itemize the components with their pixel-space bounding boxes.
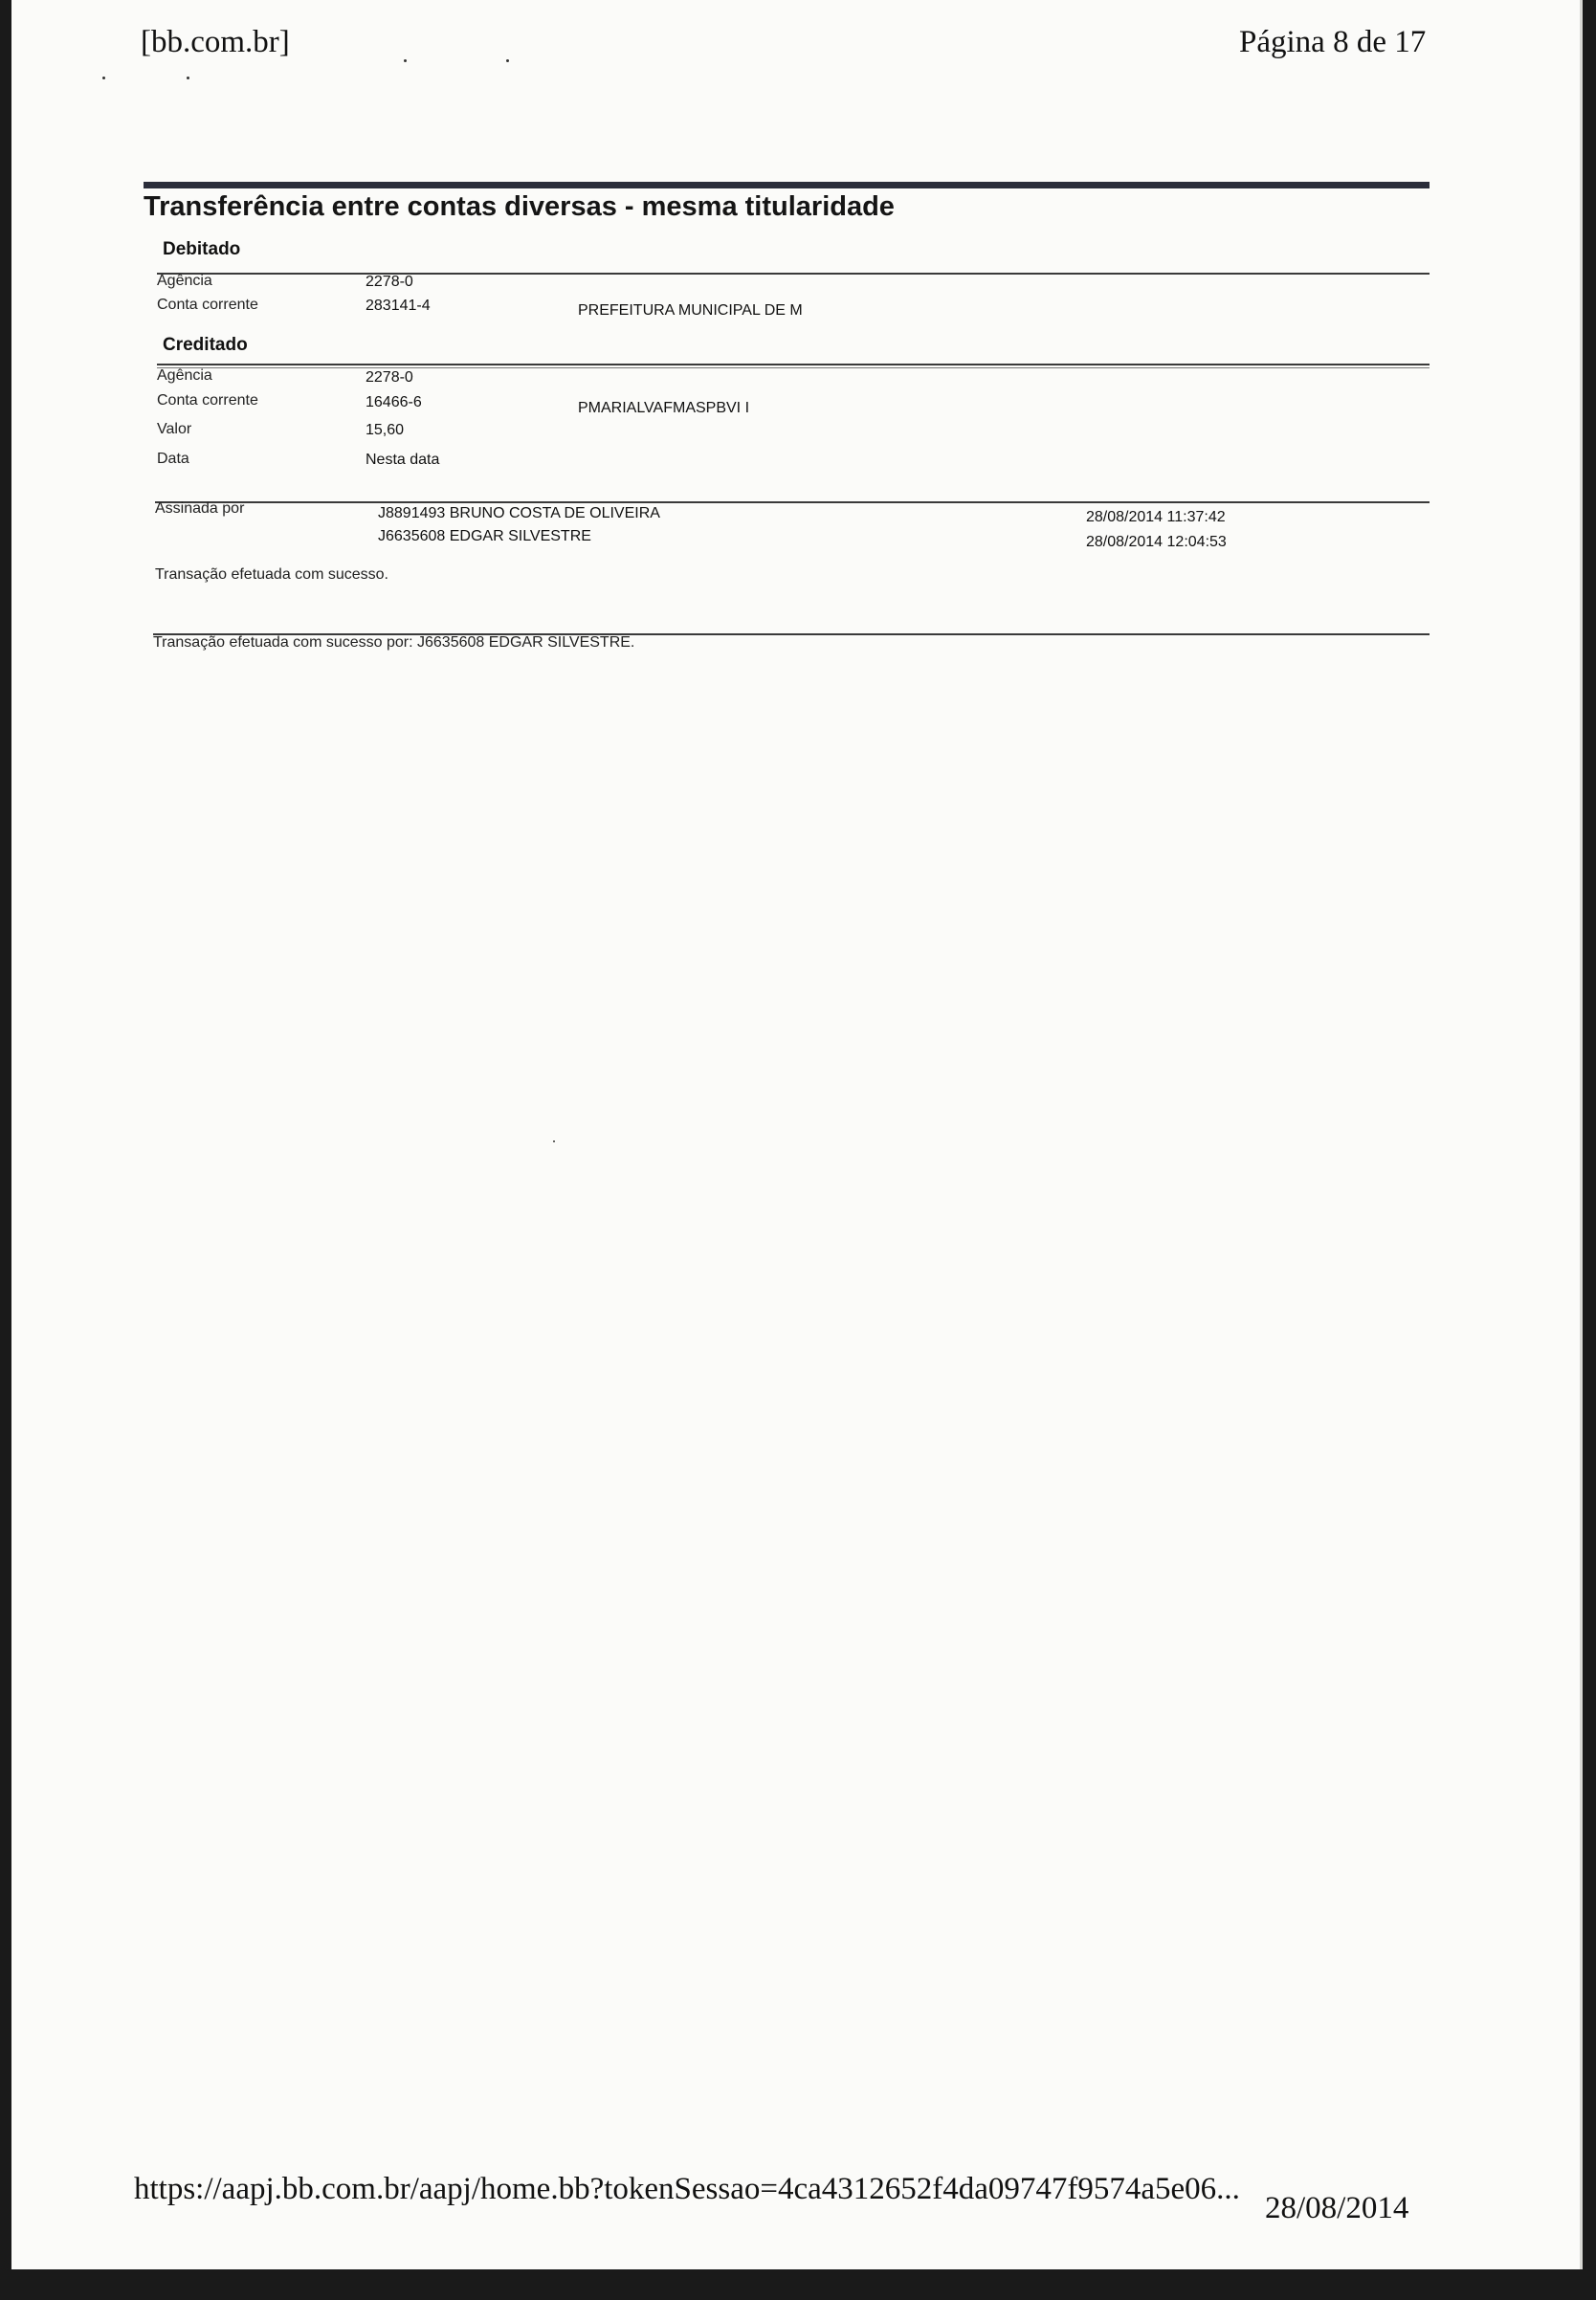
data-label: Data	[157, 451, 189, 467]
scan-speck	[102, 77, 105, 79]
debitado-conta-label: Conta corrente	[157, 297, 258, 313]
data-value: Nesta data	[366, 452, 440, 468]
creditado-agencia-value: 2278-0	[366, 369, 413, 386]
signer-name: J8891493 BRUNO COSTA DE OLIVEIRA	[378, 505, 660, 521]
creditado-rule	[157, 364, 1430, 365]
creditado-titular: PMARIALVAFMASPBVI I	[578, 400, 750, 416]
assinaturas-rule	[155, 501, 1430, 503]
scan-speck	[506, 59, 509, 62]
print-footer-date: 28/08/2014	[1265, 2191, 1409, 2225]
print-header-site: [bb.com.br]	[141, 25, 290, 59]
debitado-heading: Debitado	[163, 239, 241, 259]
print-header-page-number: Página 8 de 17	[1239, 25, 1427, 59]
signer-datetime: 28/08/2014 12:04:53	[1086, 534, 1227, 550]
valor-value: 15,60	[366, 422, 405, 438]
valor-label: Valor	[157, 421, 192, 437]
print-footer-url: https://aapj.bb.com.br/aapj/home.bb?tokenSessao=4ca4312652f4da09747f9574a5e06...	[134, 2172, 1240, 2206]
debitado-rule	[157, 273, 1430, 275]
signer-datetime: 28/08/2014 11:37:42	[1086, 509, 1226, 525]
debitado-agencia-value: 2278-0	[366, 274, 413, 290]
document-page	[11, 0, 1583, 2269]
scan-speck	[187, 77, 189, 79]
scan-speck	[404, 59, 407, 62]
status-message: Transação efetuada com sucesso.	[155, 566, 388, 583]
creditado-rule-double	[157, 367, 1430, 368]
debitado-conta-value: 283141-4	[366, 298, 431, 314]
debitado-titular: PREFEITURA MUNICIPAL DE M	[578, 302, 803, 319]
signer-name: J6635608 EDGAR SILVESTRE	[378, 528, 591, 544]
assinada-por-label: Assinada por	[155, 500, 245, 517]
scan-speck	[553, 1140, 555, 1142]
creditado-agencia-label: Agência	[157, 367, 212, 384]
creditado-conta-label: Conta corrente	[157, 392, 258, 409]
creditado-heading: Creditado	[163, 335, 248, 355]
creditado-conta-value: 16466-6	[366, 394, 422, 410]
debitado-agencia-label: Agência	[157, 273, 212, 289]
final-status-message: Transação efetuada com sucesso por: J6635608 EDGAR SILVESTRE.	[153, 634, 635, 651]
title-rule	[144, 182, 1430, 188]
page-title: Transferência entre contas diversas - mesma titularidade	[144, 191, 895, 222]
